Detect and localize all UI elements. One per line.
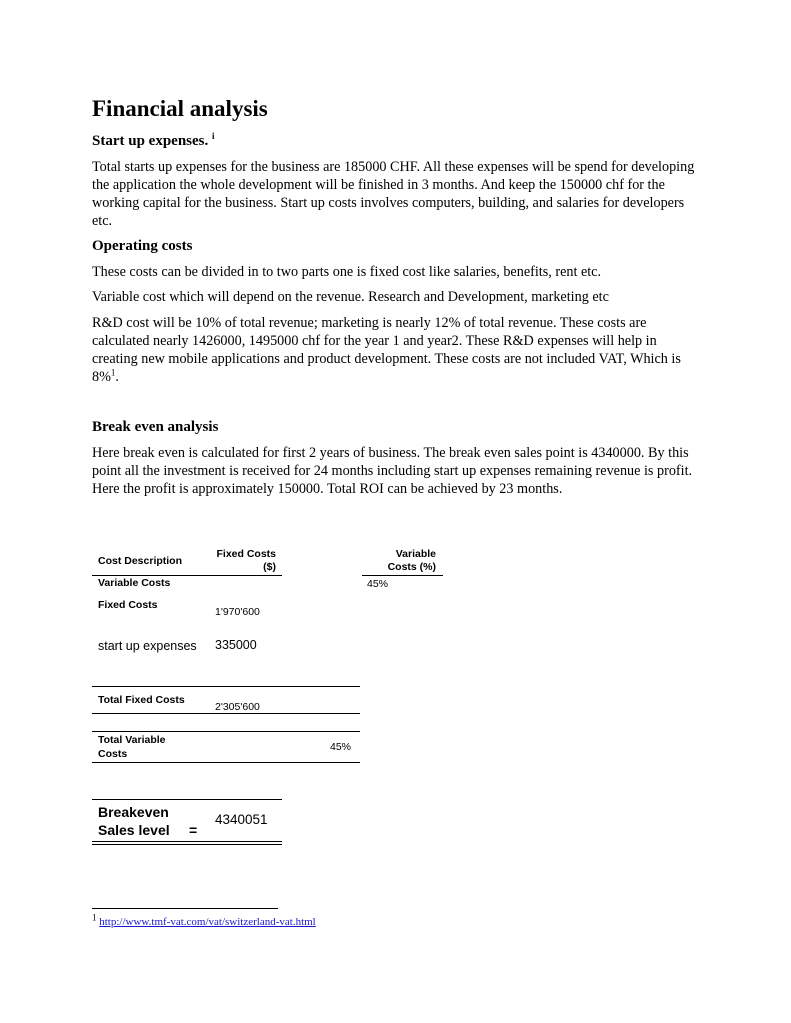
header-rule-right: [362, 575, 443, 576]
breakeven-heading: Break even analysis: [92, 419, 219, 435]
header-rule-left: [92, 575, 282, 576]
operating-paragraph-3-text: R&D cost will be 10% of total revenue; marketing is nearly 12% of total revenue. These costs are calculated nearly 1426000, 1495000 chf for the year 1 and year2. These R&D expenses will help in creating new mobile applications and product development. These costs are not included VAT, Which is 8%: [92, 315, 681, 385]
startup-paragraph: Total starts up expenses for the business are 185000 CHF. All these expenses will be spend for developing the application the whole development will be finished in 3 months. And keep the 150000 chf for the working capital for the business. Start up costs involves computers, building, and salaries for developers etc.: [92, 159, 695, 229]
row-total-fixed-value: 2'305'600: [215, 701, 260, 713]
page-title: Financial analysis: [92, 96, 268, 121]
row-total-variable-label: Total Variable Costs: [98, 734, 166, 760]
footnote-ref[interactable]: 1: [110, 367, 116, 378]
operating-paragraph-1: These costs can be divided in to two parts one is fixed cost like salaries, benefits, rent etc.: [92, 264, 602, 280]
footnote-number: 1: [92, 912, 97, 923]
row-variable-costs-label: Variable Costs: [98, 577, 171, 589]
startup-heading-text: Start up expenses.: [92, 133, 209, 149]
row-startup-value: 335000: [215, 638, 257, 652]
row-startup-label: start up expenses: [98, 639, 197, 653]
startup-heading: [92, 133, 215, 150]
row-variable-costs-value: 45%: [367, 578, 389, 590]
row-breakeven-label: Breakeven Sales level: [98, 804, 170, 838]
operating-paragraph-3: [92, 314, 704, 386]
row-breakeven-equals: =: [189, 822, 198, 838]
row-breakeven-value: 4340051: [215, 812, 268, 827]
startup-heading-endnote: i: [212, 131, 215, 141]
breakeven-double-rule-1: [92, 841, 282, 842]
breakeven-paragraph: Here break even is calculated for first 2 years of business. The break even sales point is 4340000. By this point all the investment is received for 24 months including start up expenses remaining revenue is profit. Here the profit is approximately 150000. Total ROI can be achieved by 23 months.: [92, 445, 693, 497]
row-total-variable-value: 45%: [330, 741, 352, 753]
operating-heading: Operating costs: [92, 238, 193, 254]
row-fixed-costs-value: 1'970'600: [215, 606, 260, 618]
operating-paragraph-3-end: .: [115, 369, 119, 385]
operating-paragraph-2: Variable cost which will depend on the revenue. Research and Development, marketing etc: [92, 289, 609, 305]
total-fixed-top-rule: [92, 686, 360, 687]
row-fixed-costs-label: Fixed Costs: [98, 599, 158, 611]
col-header-variable-costs: Variable Costs (%): [387, 548, 436, 573]
breakeven-top-rule: [92, 799, 282, 800]
breakeven-double-rule-2: [92, 844, 282, 845]
col-header-fixed-costs: Fixed Costs ($): [216, 548, 276, 573]
total-variable-top-rule: [92, 731, 360, 732]
col-header-cost-description: Cost Description: [98, 555, 183, 567]
footnote-separator: [92, 908, 278, 909]
footnote-link[interactable]: http://www.tmf-vat.com/vat/switzerland-vat.html: [99, 916, 316, 928]
total-fixed-bottom-rule: [92, 713, 360, 714]
total-variable-bottom-rule: [92, 762, 360, 763]
footnote: [92, 912, 316, 928]
row-total-fixed-label: Total Fixed Costs: [98, 694, 185, 706]
